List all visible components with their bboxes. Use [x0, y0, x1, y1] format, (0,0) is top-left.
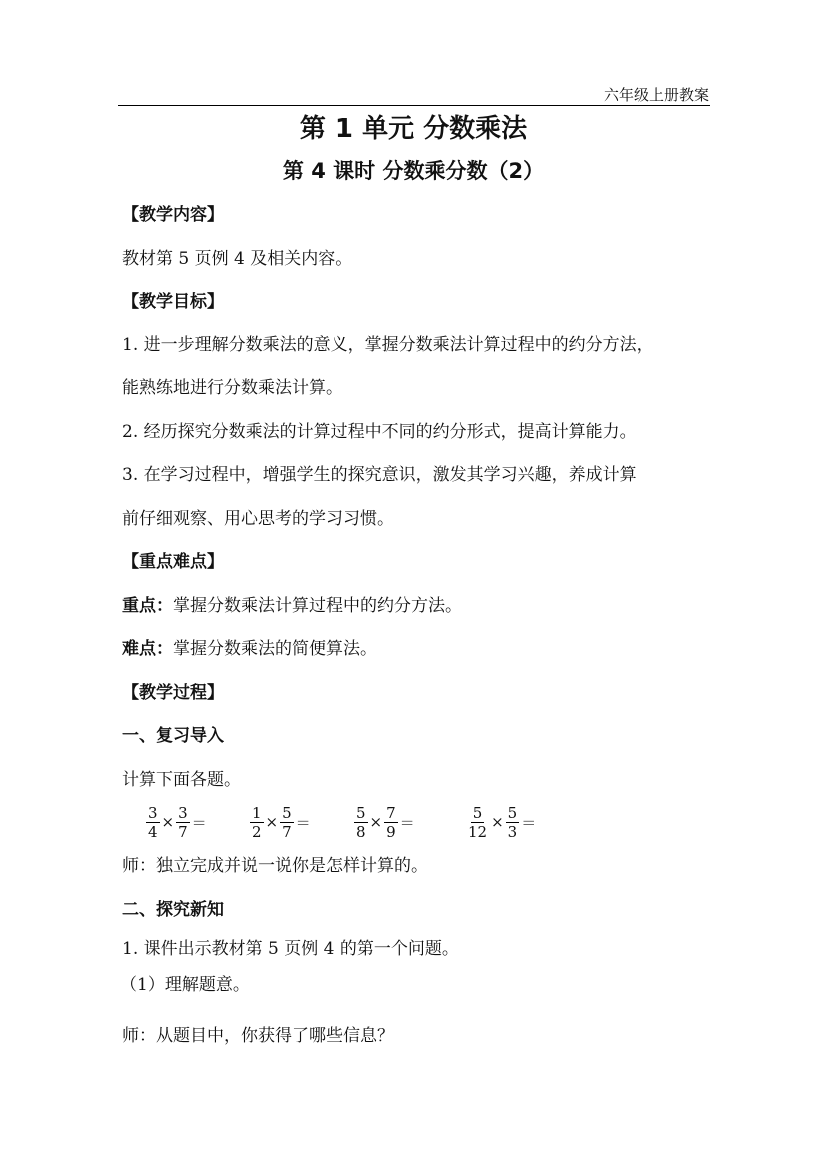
- fraction: $\frac{5}{3}$: [507, 803, 518, 841]
- part1-heading: 一、复习导入: [122, 726, 224, 746]
- fraction: $\frac{3}{4}$: [148, 803, 158, 841]
- part2-teacher-prompt: 师：从题目中，你获得了哪些信息？: [122, 1026, 394, 1046]
- process-heading: 【教学过程】: [122, 683, 224, 703]
- goals-heading: 【教学目标】: [122, 292, 224, 312]
- key-text: 掌握分数乘法计算过程中的约分方法。: [173, 596, 462, 616]
- difficulty-label: 难点：: [122, 639, 173, 659]
- part2-sub1: （1）理解题意。: [120, 975, 250, 995]
- goal3-line2: 前仔细观察、用心思考的学习习惯。: [122, 509, 394, 529]
- content-text: 教材第 5 页例 4 及相关内容。: [122, 249, 353, 269]
- exercise-4: $\frac{5}{12}$ × $\frac{5}{3}$ ＝: [468, 803, 537, 841]
- lesson-subtitle: 第 4 课时 分数乘分数（2）: [282, 159, 545, 183]
- part2-heading: 二、探究新知: [122, 900, 224, 920]
- key-point: [122, 593, 722, 619]
- fraction: $\frac{5}{8}$: [356, 803, 366, 841]
- key-label: 重点：: [122, 596, 173, 616]
- difficulty-text: 掌握分数乘法的简便算法。: [173, 639, 377, 659]
- fraction: $\frac{7}{9}$: [386, 803, 396, 841]
- exercise-3: $\frac{5}{8}$ × $\frac{7}{9}$ ＝: [356, 803, 415, 841]
- part2-item1: 1. 课件出示教材第 5 页例 4 的第一个问题。: [122, 939, 459, 959]
- content-heading: 【教学内容】: [122, 205, 224, 225]
- exercise-1: $\frac{3}{4}$ × $\frac{3}{7}$ ＝: [148, 803, 207, 841]
- fraction: $\frac{3}{7}$: [178, 803, 188, 841]
- exercise-2: $\frac{1}{2}$ × $\frac{5}{7}$ ＝: [252, 803, 311, 841]
- goal3-line1: 3. 在学习过程中，增强学生的探究意识，激发其学习兴趣，养成计算: [122, 465, 637, 485]
- key-heading: 【重点难点】: [122, 552, 224, 572]
- page-title: 第 1 单元 分数乘法: [299, 114, 528, 144]
- difficulty-point: [122, 636, 722, 662]
- exercise-row: [0, 800, 827, 844]
- fraction: $\frac{1}{2}$: [252, 803, 262, 841]
- part1-intro: 计算下面各题。: [122, 770, 241, 790]
- header-rule: [118, 105, 710, 106]
- fraction: $\frac{5}{12}$: [468, 803, 488, 841]
- goal1-line1: 1. 进一步理解分数乘法的意义，掌握分数乘法计算过程中的约分方法，: [122, 335, 654, 355]
- part1-teacher-prompt: 师：独立完成并说一说你是怎样计算的。: [122, 856, 428, 876]
- header-label: 六年级上册教案: [603, 86, 709, 104]
- fraction: $\frac{5}{7}$: [282, 803, 292, 841]
- goal2: 2. 经历探究分数乘法的计算过程中不同的约分形式，提高计算能力。: [122, 422, 637, 442]
- goal1-line2: 能熟练地进行分数乘法计算。: [122, 378, 343, 398]
